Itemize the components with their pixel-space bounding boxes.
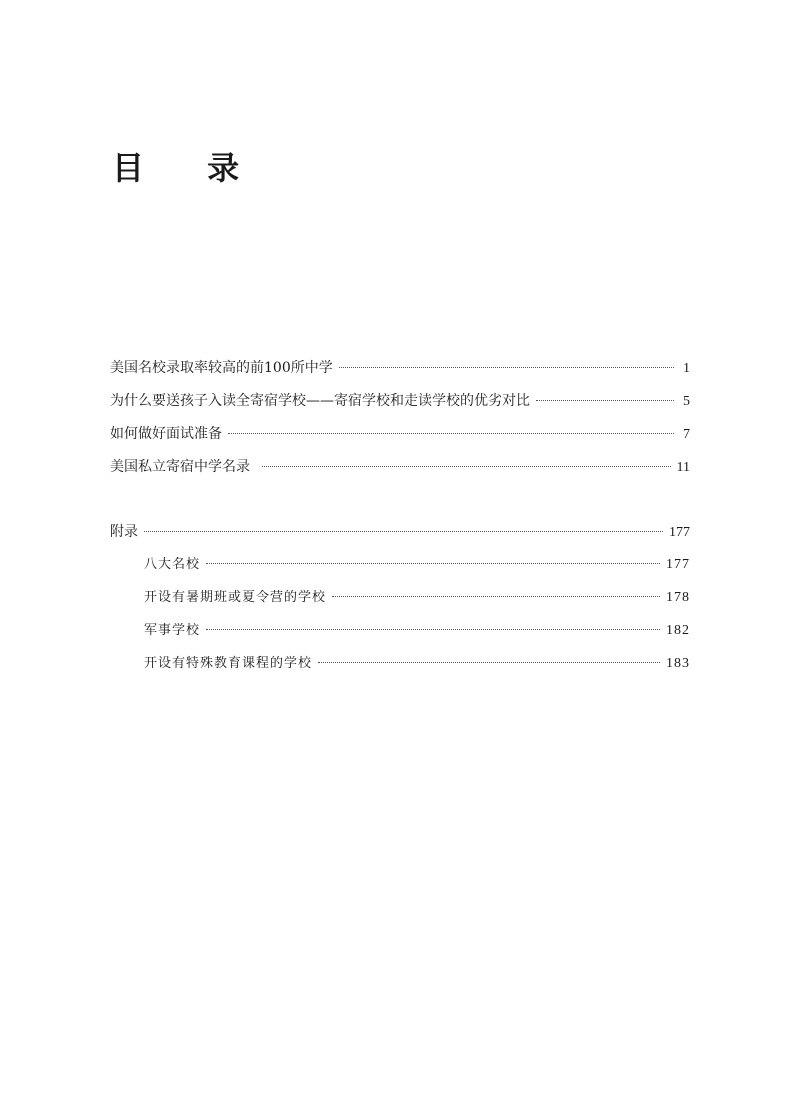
toc-page-number: 5 bbox=[683, 394, 690, 409]
toc-appendix-section bbox=[110, 522, 690, 687]
toc-page-number: 11 bbox=[676, 460, 690, 475]
toc-subentry-ivy-league[interactable] bbox=[110, 555, 690, 588]
toc-entry-label: 为什么要送孩子入读全寄宿学校——寄宿学校和走读学校的优劣对比 bbox=[110, 393, 530, 409]
toc-entry-interview-prep[interactable] bbox=[110, 424, 690, 457]
toc-entry-top-100-schools[interactable] bbox=[110, 358, 690, 391]
toc-page-number: 7 bbox=[683, 427, 690, 442]
toc-entry-label: 开设有暑期班或夏令营的学校 bbox=[144, 590, 327, 605]
toc-page-number: 183 bbox=[666, 656, 690, 671]
toc-entry-label: 军事学校 bbox=[144, 623, 201, 638]
toc-page-number: 177 bbox=[666, 557, 690, 572]
toc-entry-label: 八大名校 bbox=[144, 557, 201, 572]
toc-subentry-summer-programs[interactable] bbox=[110, 588, 690, 621]
table-of-contents bbox=[110, 358, 690, 490]
toc-page-number: 182 bbox=[666, 623, 690, 638]
dot-leader bbox=[339, 367, 674, 368]
dot-leader bbox=[318, 662, 660, 663]
toc-page-number: 177 bbox=[669, 525, 690, 540]
dot-leader bbox=[144, 531, 663, 532]
toc-entry-label: 美国私立寄宿中学名录 bbox=[110, 459, 250, 475]
toc-entry-appendix[interactable] bbox=[110, 522, 690, 555]
toc-subentry-military-schools[interactable] bbox=[110, 621, 690, 654]
toc-entry-label: 如何做好面试准备 bbox=[110, 426, 222, 442]
dot-leader bbox=[332, 596, 660, 597]
toc-page-number: 1 bbox=[683, 361, 690, 376]
toc-entry-label: 美国名校录取率较高的前100所中学 bbox=[110, 360, 333, 376]
toc-entry-boarding-vs-day[interactable] bbox=[110, 391, 690, 424]
toc-entry-label: 附录 bbox=[110, 524, 138, 540]
page-title: 目 录 bbox=[112, 149, 266, 187]
dot-leader bbox=[536, 400, 674, 401]
toc-entry-school-directory[interactable] bbox=[110, 457, 690, 490]
dot-leader bbox=[206, 629, 660, 630]
toc-page-number: 178 bbox=[666, 590, 690, 605]
dot-leader bbox=[206, 563, 660, 564]
dot-leader bbox=[262, 466, 671, 467]
toc-subentry-special-education[interactable] bbox=[110, 654, 690, 687]
toc-entry-label: 开设有特殊教育课程的学校 bbox=[144, 656, 313, 671]
dot-leader bbox=[228, 433, 674, 434]
